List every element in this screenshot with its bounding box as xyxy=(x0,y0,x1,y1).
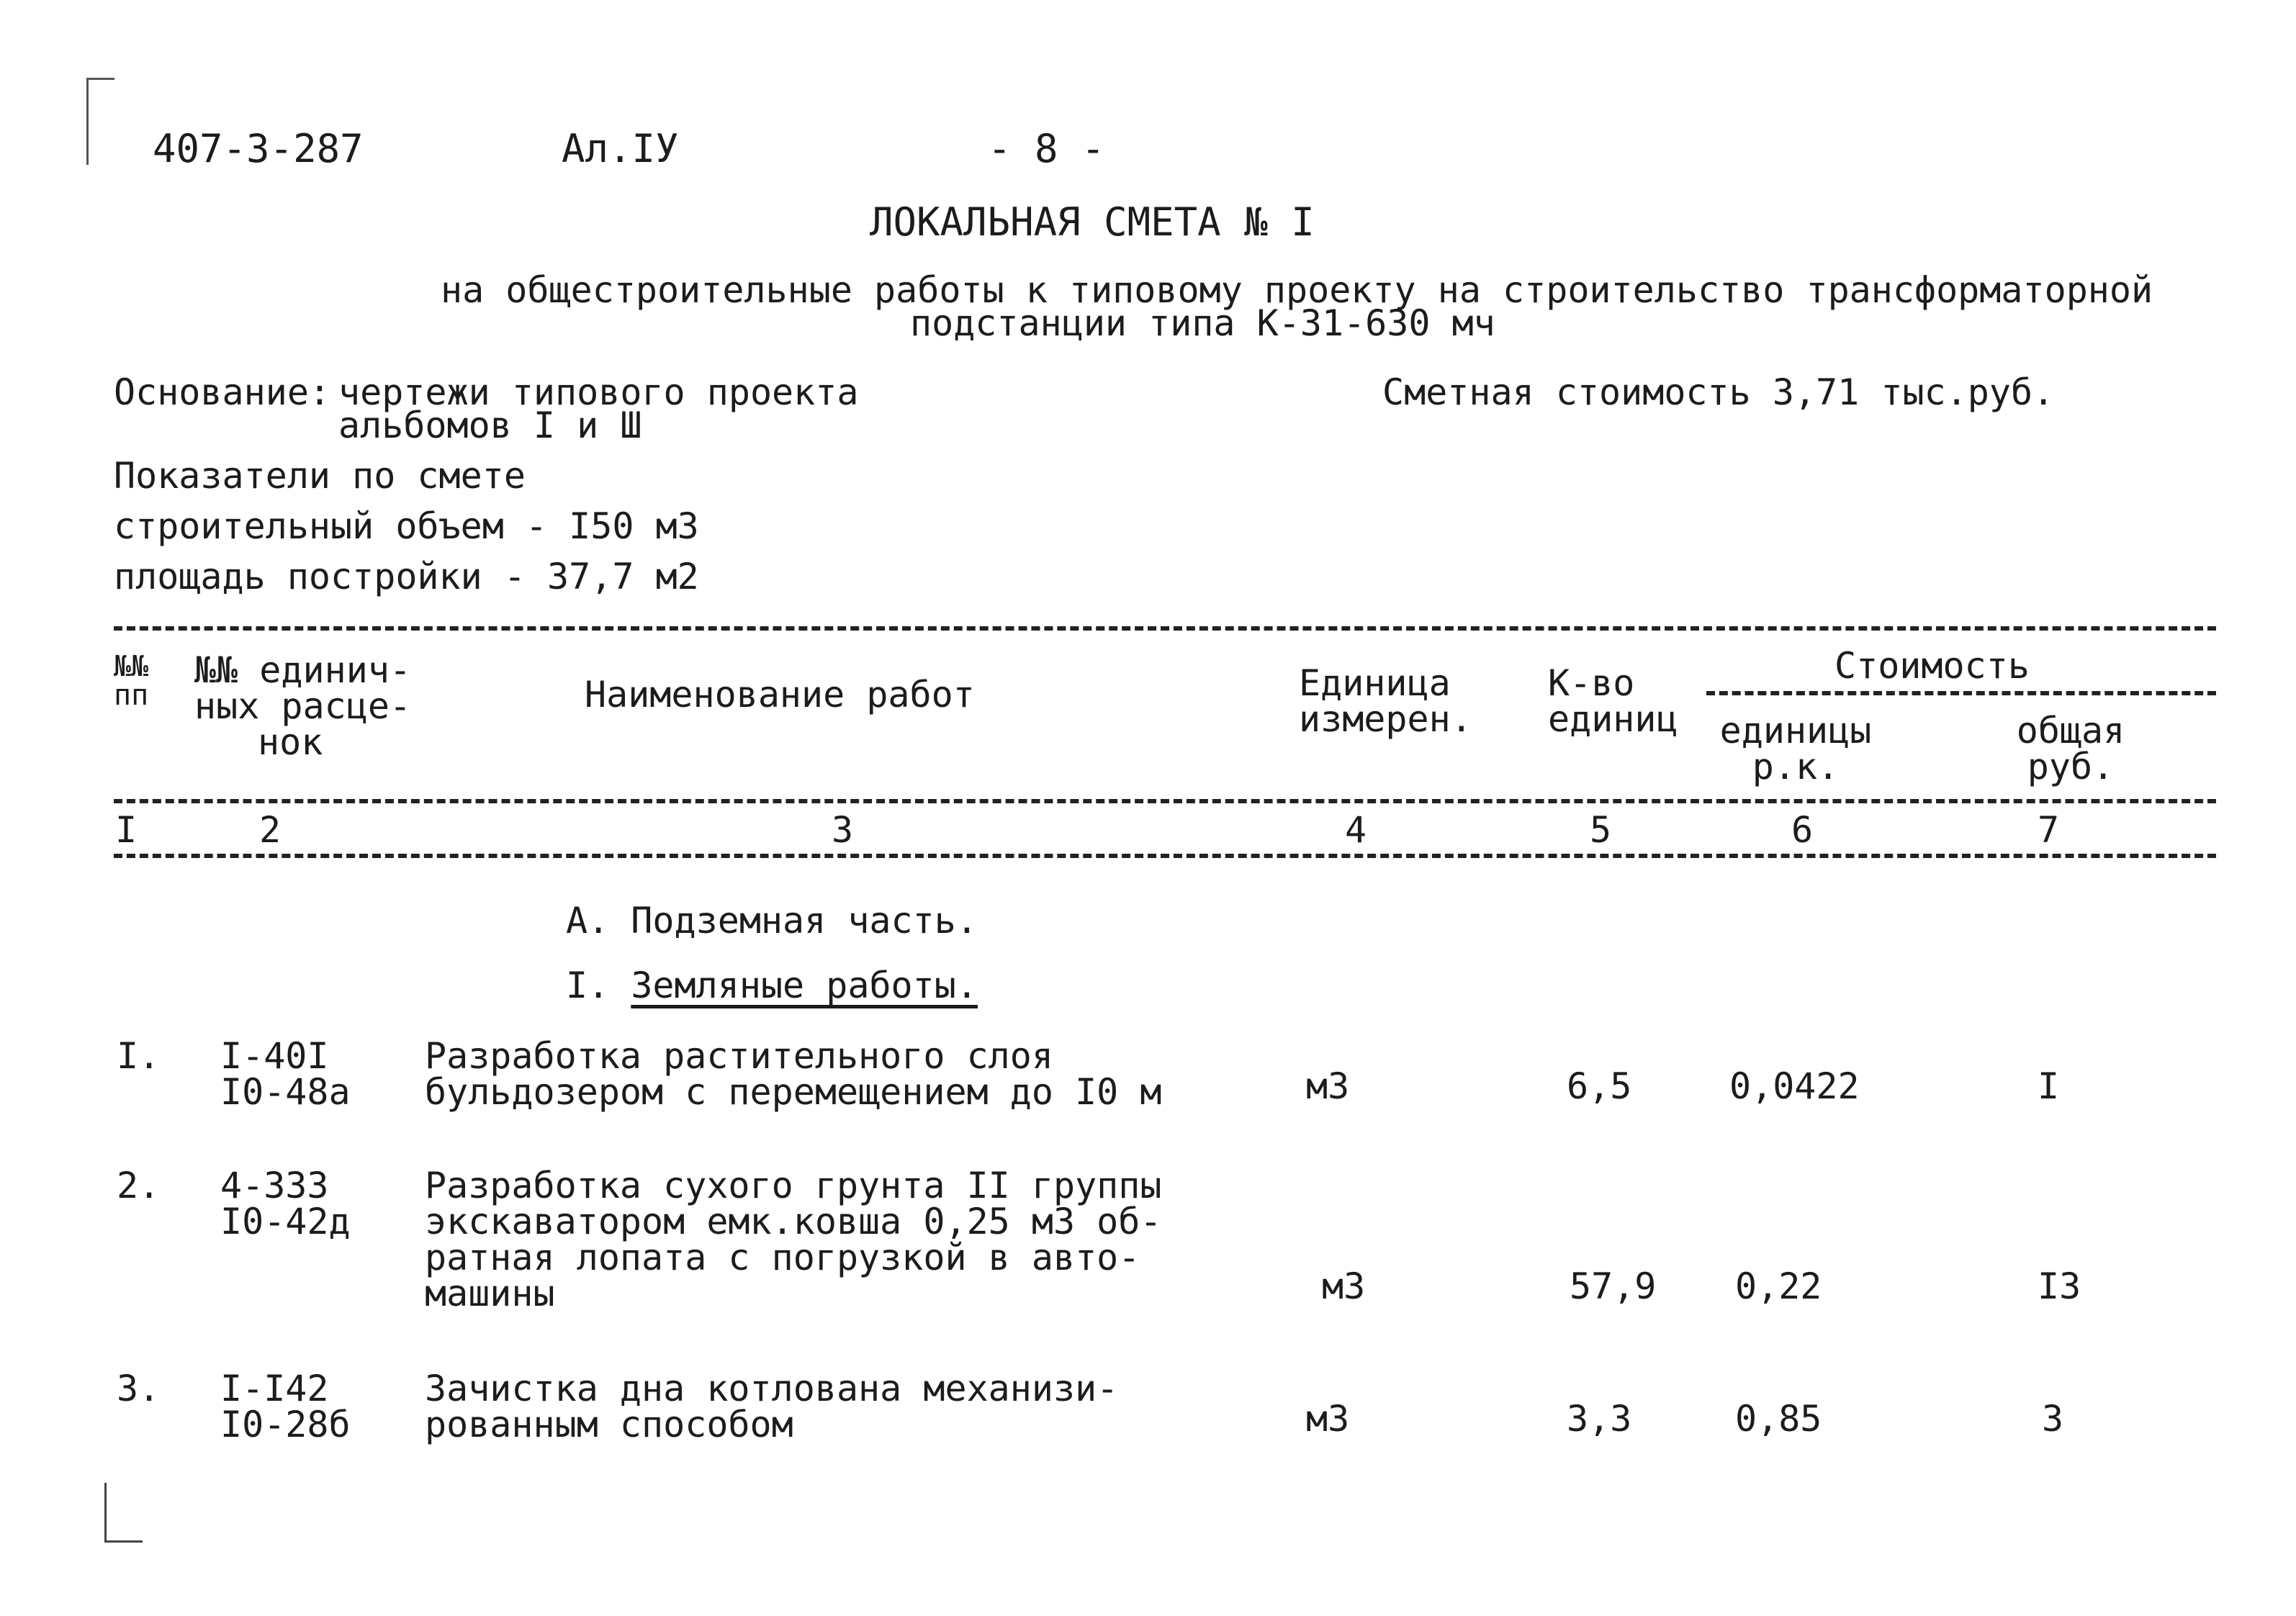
document-code: 407-3-287 xyxy=(153,126,364,171)
basis-line-2: альбомов I и Ш xyxy=(338,405,642,446)
row-1-unit-cost: 0,0422 xyxy=(1729,1065,1860,1107)
estimated-cost: Сметная стоимость 3,71 тыс.руб. xyxy=(1382,371,2055,413)
header-cost: Стоимость xyxy=(1834,645,2030,687)
header-total-cost-line-2: руб. xyxy=(2027,746,2115,787)
header-unit-cost-line-1: единицы xyxy=(1719,710,1872,751)
row-2-unit-cost: 0,22 xyxy=(1735,1265,1822,1307)
subsection-number: I. xyxy=(566,965,610,1006)
header-item-number-line-1: №№ xyxy=(114,650,149,683)
header-unit xyxy=(1299,662,1472,740)
row-3-code-1: I-I42 xyxy=(220,1368,329,1409)
row-2-unit: м3 xyxy=(1322,1265,1366,1307)
column-number-2: 2 xyxy=(259,809,282,851)
header-quantity-line-1: К-во xyxy=(1548,662,1635,704)
row-2-name-line-3: ратная лопата с погрузкой в авто- xyxy=(425,1237,1140,1278)
cost-divider-rule xyxy=(1706,691,2216,695)
row-1-name-line-1: Разработка растительного слоя xyxy=(425,1035,1053,1077)
row-1-code-1: I-40I xyxy=(220,1035,329,1077)
subsection-title: Земляные работы. xyxy=(631,965,978,1006)
row-3-number: 3. xyxy=(117,1368,161,1409)
row-2-number: 2. xyxy=(117,1165,161,1206)
header-unit-cost-line-2: р.к. xyxy=(1752,746,1840,787)
row-1-total: I xyxy=(2038,1065,2060,1107)
section-heading: А. Подземная часть. xyxy=(566,900,978,942)
indicator-area: площадь постройки - 37,7 м2 xyxy=(114,556,699,597)
subtitle-line-1: на общестроительные работы к типовому проекту на строительство трансформаторной xyxy=(441,269,2153,311)
header-quantity xyxy=(1548,662,1678,740)
document-title: ЛОКАЛЬНАЯ СМЕТА № I xyxy=(870,199,1315,245)
header-total-cost xyxy=(2013,710,2128,787)
header-quantity-line-2: единиц xyxy=(1548,698,1678,740)
row-3-unit: м3 xyxy=(1306,1398,1350,1440)
row-3-quantity: 3,3 xyxy=(1567,1398,1632,1440)
row-2-codes xyxy=(220,1165,351,1242)
basis-label: Основание: xyxy=(114,371,331,413)
row-3-name-line-1: Зачистка дна котлована механизи- xyxy=(425,1368,1119,1409)
row-1-quantity: 6,5 xyxy=(1567,1065,1632,1107)
scan-corner-mark-top xyxy=(86,78,114,165)
column-number-3: 3 xyxy=(832,809,854,851)
row-2-total: I3 xyxy=(2038,1265,2081,1307)
header-unit-line-2: измерен. xyxy=(1299,698,1472,740)
row-2-quantity: 57,9 xyxy=(1570,1265,1657,1307)
album-number: Ал.IУ xyxy=(562,126,679,171)
column-numbers-rule xyxy=(114,854,2216,858)
header-item-number-line-2: пп xyxy=(114,679,149,712)
page-number: - 8 - xyxy=(988,126,1105,171)
indicators-heading: Показатели по смете xyxy=(114,455,526,497)
column-number-5: 5 xyxy=(1590,809,1612,851)
header-bottom-rule xyxy=(114,799,2216,803)
row-2-code-2: I0-42д xyxy=(220,1201,351,1242)
header-rate-code-line-1: №№ единич- xyxy=(194,649,412,691)
row-1-unit: м3 xyxy=(1306,1065,1350,1107)
basis-line-1: чертежи типового проекта xyxy=(338,371,859,413)
subsection-heading xyxy=(566,965,978,1006)
header-total-cost-line-1: общая xyxy=(2016,710,2125,751)
header-item-number xyxy=(114,652,148,710)
header-unit-line-1: Единица xyxy=(1299,662,1451,704)
row-2-work-name xyxy=(425,1165,1162,1314)
row-1-work-name xyxy=(425,1035,1162,1113)
row-1-code-2: I0-48а xyxy=(220,1071,351,1113)
row-2-name-line-4: машины xyxy=(425,1273,555,1314)
row-3-name-line-2: рованным способом xyxy=(425,1404,793,1445)
header-rate-code xyxy=(194,649,412,763)
row-3-total: 3 xyxy=(2042,1398,2064,1440)
row-2-code-1: 4-333 xyxy=(220,1165,329,1206)
row-3-codes xyxy=(220,1368,351,1445)
row-3-work-name xyxy=(425,1368,1119,1445)
header-unit-cost xyxy=(1709,710,1882,787)
table-top-rule xyxy=(114,626,2216,631)
column-number-4: 4 xyxy=(1345,809,1367,851)
indicator-volume: строительный объем - I50 м3 xyxy=(114,505,699,547)
scan-corner-mark-bottom xyxy=(104,1483,143,1543)
header-rate-code-line-3: нок xyxy=(258,721,323,763)
row-3-unit-cost: 0,85 xyxy=(1735,1398,1822,1440)
subtitle-line-2: подстанции типа К-31-630 мч xyxy=(910,302,1495,344)
header-work-name: Наименование работ xyxy=(585,674,975,716)
row-1-name-line-2: бульдозером с перемещением до I0 м xyxy=(425,1071,1162,1113)
column-number-7: 7 xyxy=(2038,809,2060,851)
row-2-name-line-2: экскаватором емк.ковша 0,25 м3 об- xyxy=(425,1201,1162,1242)
column-number-1: I xyxy=(115,809,138,851)
column-number-6: 6 xyxy=(1791,809,1814,851)
header-rate-code-line-2: ных расце- xyxy=(194,685,412,727)
row-1-number: I. xyxy=(117,1035,161,1077)
row-2-name-line-1: Разработка сухого грунта II группы xyxy=(425,1165,1162,1206)
row-1-codes xyxy=(220,1035,351,1113)
row-3-code-2: I0-28б xyxy=(220,1404,351,1445)
